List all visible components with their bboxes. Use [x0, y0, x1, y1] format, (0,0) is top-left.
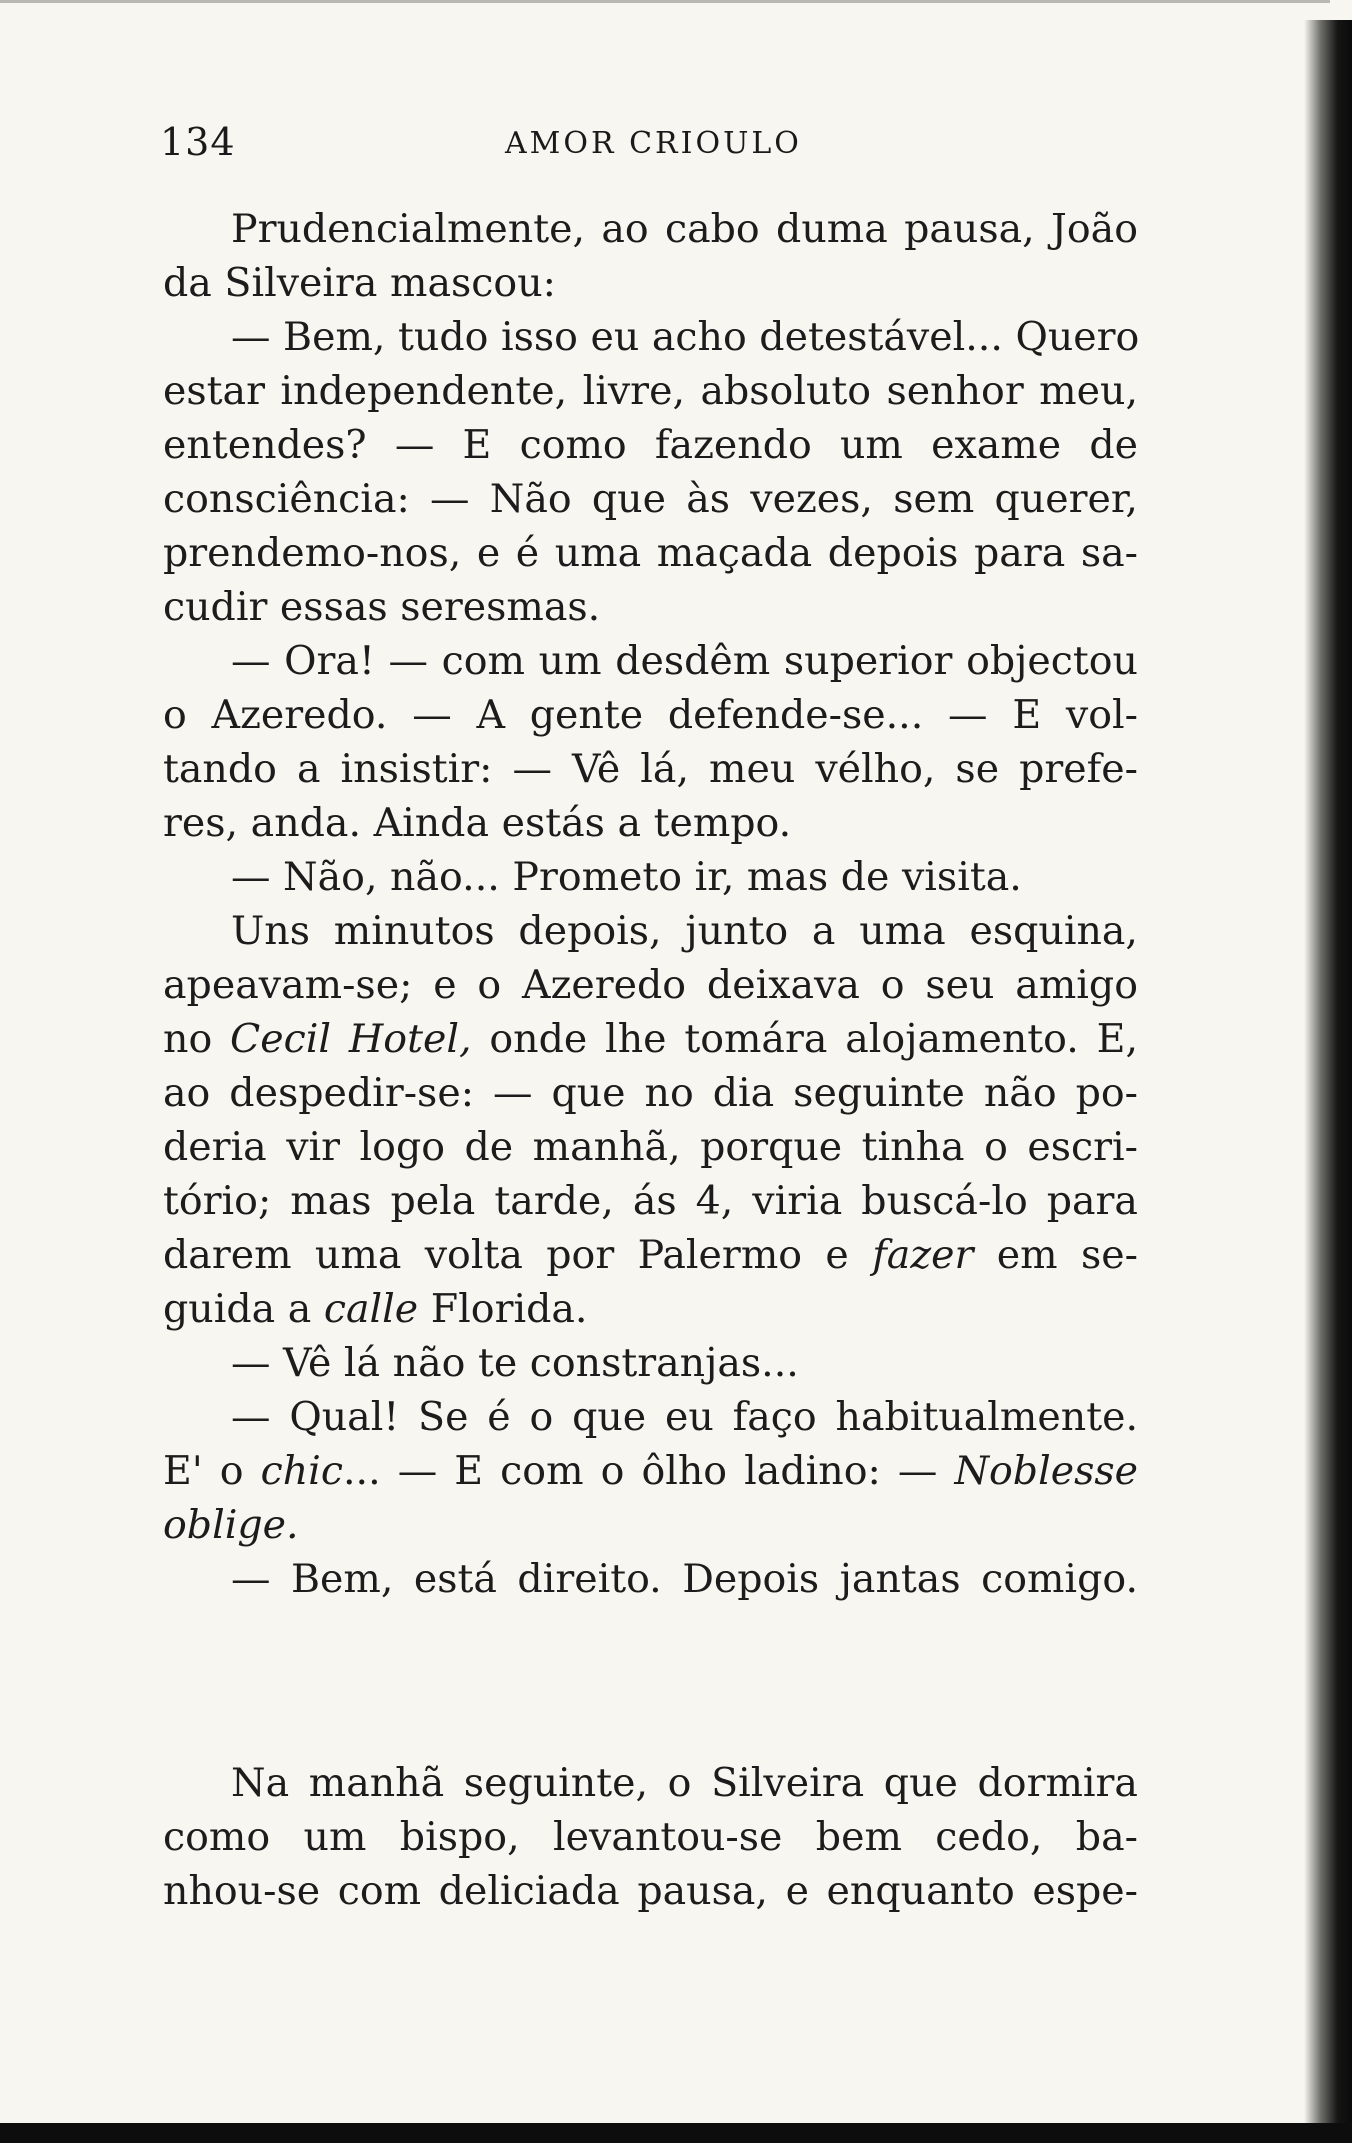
text-line-cecil-hotel: [163, 1012, 1138, 1066]
text-line: nhou-se com deliciada pausa, e enquanto espe-: [163, 1868, 1138, 1914]
italic-text-chic: chic: [260, 1448, 343, 1494]
text-line-calle: [163, 1282, 1138, 1336]
italic-text-noblesse: Noblesse: [954, 1448, 1138, 1494]
text-line: da Silveira mascou:: [163, 260, 556, 306]
top-page-edge: [0, 0, 1330, 3]
text-run: guida a: [163, 1286, 324, 1332]
text-line: — Não, não... Prometo ir, mas de visita.: [231, 854, 1022, 900]
text-line: Prudencialmente, ao cabo duma pausa, João: [231, 206, 1138, 252]
text-run: E' o: [163, 1448, 261, 1494]
text-line: entendes? — E como fazendo um exame de: [163, 422, 1138, 468]
second-section-text-block: [163, 1756, 1138, 1918]
text-line: estar independente, livre, absoluto senhor meu,: [163, 368, 1138, 414]
text-line: como um bispo, levantou-se bem cedo, ba-: [163, 1814, 1138, 1860]
main-text-block: [163, 202, 1138, 1606]
text-line: deria vir logo de manhã, porque tinha o escri-: [163, 1124, 1138, 1170]
text-line: — Vê lá não te constranjas...: [231, 1340, 799, 1386]
text-line: ao despedir-se: — que no dia seguinte não po-: [163, 1070, 1138, 1116]
page-header: [160, 120, 1135, 170]
text-line: Uns minutos depois, junto a uma esquina,: [231, 908, 1138, 954]
text-run: Florida.: [418, 1286, 588, 1332]
text-line: — Bem, está direito. Depois jantas comigo.: [231, 1556, 1138, 1602]
text-run: darem uma volta por Palermo e: [163, 1232, 873, 1278]
text-line: tório; mas pela tarde, ás 4, viria buscá-lo para: [163, 1178, 1138, 1224]
page-number: 134: [160, 120, 236, 164]
text-run: onde lhe tomára alojamento. E,: [471, 1016, 1138, 1062]
text-line: consciência: — Não que às vezes, sem querer,: [163, 476, 1138, 522]
text-line: prendemo-nos, e é uma maçada depois para sa-: [163, 530, 1138, 576]
italic-text-fazer: fazer: [872, 1232, 974, 1278]
text-line: o Azeredo. — A gente defende-se... — E vol-: [163, 692, 1138, 738]
text-line: cudir essas seresmas.: [163, 584, 601, 630]
text-line: Na manhã seguinte, o Silveira que dormira: [231, 1760, 1138, 1806]
text-line: apeavam-se; e o Azeredo deixava o seu amigo: [163, 962, 1138, 1008]
text-line: tando a insistir: — Vê lá, meu vélho, se prefe-: [163, 746, 1138, 792]
running-title: AMOR CRIOULO: [505, 126, 802, 161]
book-spine-shadow: [1304, 20, 1352, 2140]
bottom-page-edge: [0, 2123, 1352, 2143]
text-line: — Qual! Se é o que eu faço habitualmente.: [231, 1394, 1138, 1440]
text-run: em se-: [973, 1232, 1139, 1278]
text-line: — Ora! — com um desdêm superior objectou: [231, 638, 1138, 684]
text-line: res, anda. Ainda estás a tempo.: [163, 800, 792, 846]
text-line: — Bem, tudo isso eu acho detestável... Quero: [231, 314, 1140, 360]
italic-text-cecil-hotel: Cecil Hotel,: [230, 1016, 472, 1062]
text-line-chic: [163, 1444, 1138, 1498]
text-run: no: [163, 1016, 231, 1062]
italic-text-calle: calle: [323, 1286, 419, 1332]
text-line-oblige: [163, 1498, 1138, 1552]
italic-text-oblige: oblige.: [163, 1502, 299, 1548]
text-line-fazer: [163, 1228, 1138, 1282]
text-run: ... — E com o ôlho ladino: —: [342, 1448, 955, 1494]
